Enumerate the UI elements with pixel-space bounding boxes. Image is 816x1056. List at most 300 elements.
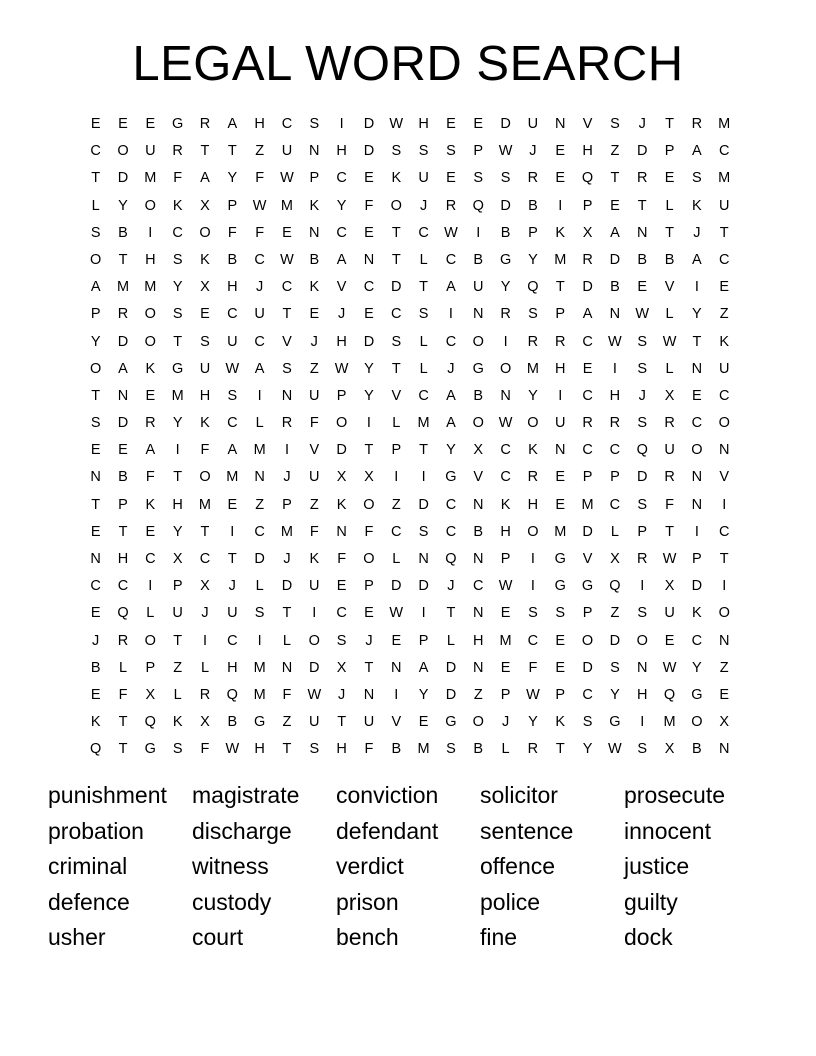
grid-cell: E [282,224,292,241]
grid-cell: D [582,523,593,540]
grid-cell: P [582,197,593,214]
word-list-item: custody [192,888,272,915]
grid-cell: X [664,741,675,758]
grid-cell: S [473,170,484,187]
grid-cell: F [528,659,538,676]
grid-cell: L [665,306,674,323]
grid-row [82,329,738,356]
grid-cell: O [363,496,375,513]
grid-cell: N [636,224,648,241]
grid-cell: N [691,469,703,486]
grid-cell: I [284,442,289,459]
grid-cell: I [694,279,699,296]
word-list-item: dock [624,924,673,951]
grid-row [82,383,738,410]
grid-cell: L [91,197,100,214]
grid-cell: A [145,442,156,459]
grid-cell: O [472,714,484,731]
grid-cell: S [418,523,429,540]
grid-cell: I [530,551,535,567]
grid-cell: R [609,415,621,432]
grid-cell: C [691,632,703,649]
grid-cell: F [337,551,347,567]
grid-cell: Z [173,659,183,676]
word-list-item: discharge [192,817,292,844]
grid-cell: P [637,523,648,540]
grid-cell: C [582,333,593,350]
grid-cell: I [257,387,262,404]
grid-cell: G [554,578,566,595]
grid-cell: R [582,415,593,432]
grid-cell: T [719,551,729,567]
grid-cell: P [473,143,484,160]
grid-cell: T [637,197,647,214]
grid-cell: I [230,523,235,540]
grid-cell: W [225,741,240,758]
grid-cell: N [418,551,429,567]
grid-cell: O [636,632,648,649]
grid-cell: E [227,496,238,513]
word-list-item: court [192,924,244,951]
grid-cell: B [227,714,238,731]
grid-cell: T [118,714,128,731]
grid-cell: V [391,387,402,404]
grid-cell: D [281,578,293,595]
grid-cell: V [664,279,675,296]
grid-cell: V [391,714,402,731]
grid-cell: J [419,197,428,214]
grid-cell: C [227,415,238,432]
word-list-item: witness [192,853,269,880]
grid-cell: C [473,578,484,595]
grid-cell: C [418,387,429,404]
grid-cell: E [118,116,128,132]
grid-cell: E [555,170,566,187]
grid-cell: L [392,415,401,432]
grid-cell: R [527,170,539,187]
grid-cell: A [90,279,101,296]
word-list-item: defendant [336,817,439,844]
grid-cell: N [281,387,293,404]
grid-cell: T [665,523,674,540]
grid-cell: E [200,306,210,323]
grid-cell: R [664,469,675,486]
grid-cell: I [640,714,645,731]
grid-cell: P [172,578,183,595]
grid-cell: D [445,659,457,676]
grid-cell: M [280,523,293,540]
grid-cell: N [90,469,101,486]
grid-cell: E [555,469,566,486]
grid-cell: P [118,496,128,513]
grid-cell: V [582,551,593,567]
grid-cell: T [118,741,128,758]
grid-cell: T [91,170,101,187]
grid-cell: U [309,387,320,404]
grid-cell: C [582,442,593,459]
grid-cell: X [336,659,347,676]
grid-cell: A [692,143,702,160]
grid-cell: O [527,415,539,432]
grid-cell: U [281,143,293,160]
grid-cell: R [281,415,293,432]
grid-cell: C [281,279,293,296]
grid-cell: D [445,686,457,703]
grid-cell: D [609,632,621,649]
grid-cell: T [200,523,210,540]
grid-row [82,628,738,655]
grid-cell: Y [446,442,456,459]
grid-cell: S [637,360,648,377]
grid-cell: J [447,578,455,595]
grid-cell: S [446,143,456,160]
grid-cell: T [364,442,374,459]
grid-cell: A [200,170,210,187]
grid-cell: L [118,659,128,676]
grid-row [82,437,738,464]
grid-cell: U [227,333,238,350]
grid-row [82,220,738,247]
grid-cell: O [199,224,211,241]
grid-cell: Q [472,197,484,214]
grid-cell: S [446,741,456,758]
grid-cell: U [555,415,566,432]
word-row [48,885,788,921]
grid-cell: D [582,279,593,296]
word-row [48,778,788,814]
grid-cell: U [418,170,429,187]
grid-cell: A [692,251,702,268]
grid-cell: H [227,279,238,296]
grid-row [82,655,738,682]
grid-cell: C [718,143,730,160]
grid-cell: X [664,578,675,595]
grid-cell: A [227,116,238,132]
grid-cell: S [418,143,429,160]
grid-cell: I [148,224,153,241]
grid-cell: W [608,333,622,350]
grid-cell: K [336,496,347,513]
grid-cell: T [227,143,237,160]
grid-cell: H [254,116,265,132]
grid-cell: N [281,659,293,676]
grid-row [82,301,738,328]
grid-cell: I [148,578,153,595]
grid-row [82,492,738,519]
grid-cell: C [418,224,429,241]
grid-cell: Z [473,686,483,703]
grid-cell: M [417,741,430,758]
grid-cell: U [473,279,484,296]
grid-cell: S [282,360,292,377]
grid-cell: E [610,197,620,214]
grid-cell: M [144,170,157,187]
grid-row [82,573,738,600]
grid-cell: Z [391,496,401,513]
grid-cell: G [581,578,594,595]
grid-cell: C [609,442,621,459]
grid-cell: U [309,578,320,595]
grid-cell: C [445,496,457,513]
grid-cell: Z [255,496,265,513]
grid-cell: T [555,279,565,296]
grid-row [82,709,738,736]
grid-cell: Q [144,714,156,731]
grid-row [82,410,738,437]
word-list-item: offence [480,853,556,880]
grid-cell: G [554,551,566,567]
grid-cell: I [394,469,399,486]
grid-cell: B [227,251,238,268]
grid-cell: N [691,496,703,513]
grid-cell: S [637,605,648,622]
grid-cell: X [582,224,593,241]
grid-cell: K [528,442,538,459]
grid-cell: G [609,714,621,731]
word-list-item: magistrate [192,782,300,808]
grid-cell: Y [418,686,429,703]
grid-cell: B [637,251,648,268]
grid-cell: A [118,360,128,377]
grid-cell: C [117,578,129,595]
grid-cell: I [394,686,399,703]
grid-cell: G [445,714,457,731]
grid-cell: V [336,279,347,296]
grid-cell: T [173,333,183,350]
grid-cell: T [555,741,565,758]
grid-cell: E [555,496,566,513]
grid-cell: D [609,251,621,268]
grid-cell: S [582,714,593,731]
grid-cell: H [500,523,511,540]
grid-cell: P [555,306,566,323]
grid-cell: Y [90,333,101,350]
grid-cell: E [364,170,374,187]
grid-cell: B [473,741,484,758]
grid-cell: A [418,659,429,676]
grid-cell: O [199,469,211,486]
grid-cell: P [582,469,593,486]
grid-cell: J [92,632,100,649]
grid-cell: U [254,306,265,323]
word-list-item: usher [48,924,106,951]
grid-cell: C [172,224,183,241]
grid-row [82,356,738,383]
grid-cell: Q [581,170,594,187]
grid-cell: S [391,143,402,160]
grid-cell: K [500,496,511,513]
grid-cell: P [610,469,620,486]
grid-cell: G [172,360,184,377]
grid-cell: P [692,551,702,567]
grid-cell: H [336,333,347,350]
grid-cell: J [337,306,346,323]
grid-cell: D [418,496,429,513]
grid-cell: L [392,551,401,567]
grid-cell: W [498,415,513,432]
word-list-item: innocent [624,817,711,844]
word-list-item: sentence [480,817,574,844]
grid-cell: H [555,360,566,377]
grid-cell: M [253,659,266,676]
grid-cell: N [391,659,402,676]
grid-row [82,193,738,220]
grid-cell: Y [692,659,702,676]
grid-cell: N [718,632,730,649]
grid-cell: N [718,442,730,459]
grid-cell: E [90,116,101,132]
grid-cell: S [172,741,183,758]
grid-cell: T [227,551,237,567]
grid-cell: O [308,632,320,649]
grid-cell: X [172,551,183,567]
grid-cell: A [254,360,265,377]
grid-cell: O [90,360,102,377]
grid-cell: T [200,143,210,160]
grid-cell: O [335,415,348,432]
grid-cell: Y [528,387,538,404]
grid-cell: I [421,469,426,486]
grid-cell: K [200,415,210,432]
word-row [48,920,788,956]
grid-cell: D [500,116,511,132]
grid-cell: C [445,333,457,350]
grid-cell: J [228,578,236,595]
grid-cell: T [665,116,674,132]
grid-cell: Q [445,551,457,567]
grid-cell: S [637,496,648,513]
grid-cell: R [691,116,703,132]
word-list-item: solicitor [480,782,558,808]
grid-row [82,274,738,301]
word-list-item: justice [624,853,690,880]
grid-cell: Y [582,741,593,758]
grid-cell: N [718,741,730,758]
grid-cell: H [418,116,429,132]
grid-cell: R [636,170,648,187]
grid-cell: N [555,442,566,459]
grid-cell: G [144,741,156,758]
grid-cell: A [610,224,620,241]
grid-cell: T [282,605,292,622]
grid-cell: P [582,605,593,622]
grid-cell: I [421,605,426,622]
grid-cell: N [473,496,484,513]
grid-cell: N [336,523,347,540]
grid-row [82,682,738,709]
grid-cell: W [334,360,349,377]
grid-row [82,736,738,763]
grid-cell: R [664,415,675,432]
word-list-item: prison [336,888,399,915]
grid-cell: R [199,686,211,703]
grid-cell: E [446,116,456,132]
grid-cell: Z [610,143,620,160]
letter-grid [82,111,738,764]
grid-cell: Y [336,197,347,214]
grid-cell: F [200,442,210,459]
grid-cell: L [173,686,182,703]
grid-cell: C [391,306,402,323]
grid-cell: X [364,469,374,486]
grid-cell: W [225,360,240,377]
grid-cell: O [144,632,156,649]
grid-cell: V [282,333,292,350]
grid-cell: B [391,741,402,758]
grid-cell: K [719,333,730,350]
grid-cell: C [199,551,211,567]
grid-cell: I [257,632,262,649]
grid-cell: N [309,143,320,160]
grid-cell: G [499,251,512,268]
grid-cell: J [501,714,510,731]
grid-cell: J [201,605,209,622]
grid-cell: M [171,387,184,404]
grid-cell: K [555,224,566,241]
grid-cell: S [90,224,101,241]
grid-cell: S [610,116,620,132]
grid-cell: K [90,714,101,731]
grid-cell: J [447,360,455,377]
grid-cell: S [692,170,702,187]
grid-cell: O [718,415,730,432]
grid-cell: L [200,659,210,676]
grid-cell: C [445,251,457,268]
grid-cell: H [199,387,211,404]
grid-cell: D [691,578,703,595]
grid-cell: O [527,523,539,540]
grid-cell: F [255,170,265,187]
grid-cell: F [255,224,265,241]
grid-cell: Y [692,306,702,323]
grid-cell: E [664,170,675,187]
grid-cell: C [500,442,511,459]
grid-cell: Y [172,415,183,432]
grid-cell: M [198,496,212,513]
grid-cell: J [283,469,291,486]
grid-cell: H [117,551,129,567]
grid-cell: Y [500,279,511,296]
grid-cell: G [172,116,184,132]
grid-cell: Z [309,496,319,513]
grid-cell: T [419,442,429,459]
grid-cell: I [722,496,727,513]
word-list-item: defence [48,888,130,915]
grid-cell: E [555,659,566,676]
grid-cell: M [226,469,239,486]
word-list-item: probation [48,817,144,844]
grid-cell: M [253,442,266,459]
grid-cell: I [722,578,727,595]
grid-cell: E [719,686,730,703]
grid-cell: E [582,360,593,377]
grid-cell: W [662,659,677,676]
grid-cell: M [116,279,130,296]
grid-cell: E [555,143,566,160]
grid-cell: K [309,279,320,296]
grid-cell: C [691,415,703,432]
grid-cell: Z [255,143,265,160]
grid-cell: B [118,469,128,486]
grid-cell: C [582,387,593,404]
grid-cell: I [694,523,699,540]
word-list-item: guilty [624,888,678,915]
grid-cell: C [527,632,539,649]
word-list-item: criminal [48,853,128,880]
grid-cell: I [558,197,563,214]
grid-cell: L [419,251,428,268]
grid-cell: N [555,116,566,132]
